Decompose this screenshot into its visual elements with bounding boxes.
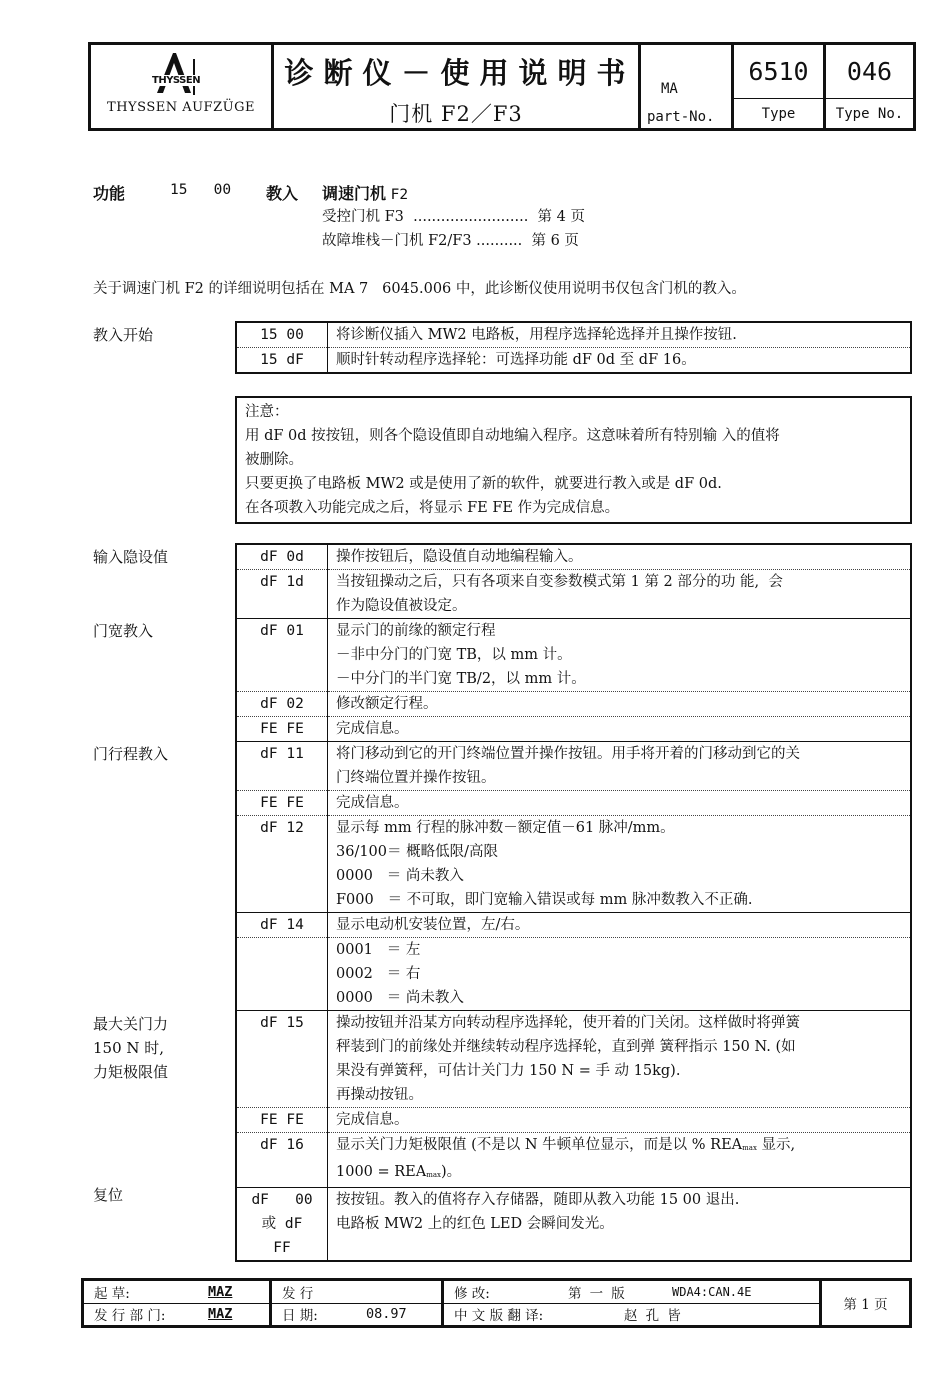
reset-desc [328, 1188, 912, 1262]
document-subtitle: 门机 F2／F3 [389, 102, 523, 126]
row-desc-line: 0002 ＝ 右 [336, 966, 421, 982]
row-desc [328, 717, 912, 742]
row-desc-line: 操作按钮后，隐设值自动地编程输入。 [336, 549, 583, 565]
max-force-label-3: 力矩极限值 [93, 1063, 169, 1081]
row-code: dF 1d [236, 570, 328, 619]
table-row [236, 717, 911, 742]
row-desc [328, 742, 912, 791]
row-code: FE FE [236, 1108, 328, 1133]
row-desc-line: 果没有弹簧秤，可估计关门力 150 N = 手 动 15kg). [336, 1063, 681, 1079]
table-row [236, 692, 911, 717]
row-desc-line: 操动按钮并沿某方向转动程序选择轮，使开着的门关闭。这样做时将弹簧 [336, 1015, 800, 1031]
row-desc-line: 再操动按钮。 [336, 1087, 423, 1103]
row-desc-line: －非中分门的门宽 TB，以 mm 计。 [336, 647, 572, 663]
title-cell [274, 45, 641, 128]
page-number: 第 1 页 [843, 1297, 888, 1313]
function-item-2: 受控门机 F3 ......................... 第 4 页 [322, 209, 586, 225]
function-label: 功能 [93, 184, 126, 203]
reset-label: 复位 [93, 1186, 124, 1204]
logo-cell [91, 45, 274, 128]
revision-code: WDA4:CAN.4E [672, 1284, 752, 1299]
translator-name: 赵 孔 皆 [624, 1308, 681, 1325]
max-force-label-1: 最大关门力 [93, 1015, 169, 1033]
door-width-label: 门宽教入 [93, 622, 154, 640]
dept-value: MAZ [208, 1306, 233, 1323]
row-desc-line: 显示电动机安装位置，左/右。 [336, 917, 530, 933]
function-item-1-code: F2 [390, 187, 409, 203]
row16-line2-end: )。 [441, 1164, 462, 1180]
note-line: 用 dF 0d 按按钮，则各个隐设值即自动地编入程序。这意味着所有特别输 入的值将 [245, 428, 780, 444]
note-line: 只要更换了电路板 MW2 或是使用了新的软件，就要进行教入或是 dF 0d. [245, 476, 722, 492]
document-title: 诊断仪－使用说明书 [284, 56, 636, 90]
row16-line1-end: 显示, [756, 1137, 796, 1153]
row-desc [328, 1108, 912, 1133]
row-code: dF 01 [236, 619, 328, 692]
table-row [236, 322, 911, 348]
row-code: 15 00 [236, 322, 328, 348]
row-desc [328, 791, 912, 816]
reset-code [236, 1188, 328, 1262]
row-desc-line: 0000 ＝ 尚未教入 [336, 868, 464, 884]
reset-code-line: FF [273, 1240, 291, 1256]
door-travel-label: 门行程教入 [93, 745, 169, 763]
row-code: FE FE [236, 791, 328, 816]
function-action: 教入 [266, 184, 299, 203]
table-row [236, 1011, 911, 1108]
max-force-label-2: 150 N 时, [93, 1039, 165, 1057]
row-code: dF 14 [236, 913, 328, 938]
type-label: Type [761, 105, 796, 122]
document-footer [81, 1278, 912, 1328]
draft-value: MAZ [208, 1283, 233, 1300]
teach-start-table [235, 321, 912, 374]
row16-sub1: max [742, 1144, 757, 1152]
reset-desc-line: 按按钮。教入的值将存入存储器，随即从教入功能 15 00 退出. [336, 1192, 740, 1208]
table-row [236, 570, 911, 619]
row-desc [328, 913, 912, 938]
type-no-label: Type No. [835, 105, 904, 122]
row-desc-line: 完成信息。 [336, 721, 409, 737]
issue-label: 发 行 [282, 1285, 314, 1302]
note-line: 被删除。 [245, 452, 303, 468]
row-desc-line: F000 ＝ 不可取，即门宽输入错误或每 mm 脉冲数教入不正确. [336, 892, 753, 908]
row-desc-line: 将诊断仪插入 MW2 电路板，用程序选择轮选择并且操作按钮. [336, 327, 737, 343]
thyssen-logo-icon [143, 49, 207, 99]
table-row [236, 816, 911, 913]
row-desc-line: 36/100＝ 概略低限/高限 [336, 844, 499, 860]
input-default-label: 输入隐设值 [93, 548, 169, 566]
row-code: 15 dF [236, 348, 328, 374]
row-code: dF 16 [236, 1133, 328, 1188]
row-desc [328, 322, 912, 348]
teach-function-table [235, 543, 912, 1262]
row16-line1: 显示关门力矩极限值 (不是以 N 牛顿单位显示，而是以 % REA [336, 1137, 743, 1153]
reset-code-line: 或 dF [261, 1216, 303, 1232]
company-name: THYSSEN AUFZÜGE [107, 100, 255, 115]
row-desc-line: －中分门的半门宽 TB/2，以 mm 计。 [336, 671, 586, 687]
row-desc-line: 门终端位置并操作按钮。 [336, 770, 496, 786]
date-label: 日 期: [282, 1308, 318, 1325]
type-cell [734, 45, 826, 128]
row-desc-line: 顺时针转动程序选择轮：可选择功能 dF 0d 至 dF 16。 [336, 352, 696, 368]
note-box [235, 396, 912, 524]
row-code: dF 12 [236, 816, 328, 913]
table-row [236, 544, 911, 570]
row-desc [328, 816, 912, 913]
row-desc-line: 作为隐设值被设定。 [336, 598, 467, 614]
table-row [236, 938, 911, 1011]
row-desc-line: 显示每 mm 行程的脉冲数－额定值－61 脉冲/mm。 [336, 820, 675, 836]
row-desc [328, 692, 912, 717]
draft-label: 起 草: [94, 1285, 130, 1302]
ma-label: MA [661, 81, 678, 97]
type-no-cell [826, 45, 913, 128]
function-item-1 [322, 181, 408, 204]
part-no-label: part-No. [647, 109, 715, 125]
revision-value: 第 一 版 [568, 1285, 625, 1302]
reset-desc-line: 电路板 MW2 上的红色 LED 会瞬间发光。 [336, 1216, 614, 1232]
row16-sub2: max [426, 1171, 442, 1179]
document-header [88, 42, 916, 131]
table-row [236, 348, 911, 374]
row-desc [328, 348, 912, 374]
translation-label: 中 文 版 翻 译: [454, 1308, 544, 1325]
row-desc [328, 1011, 912, 1108]
table-row [236, 1108, 911, 1133]
table-row [236, 619, 911, 692]
row-desc-line: 完成信息。 [336, 1112, 409, 1128]
reset-code-line: dF 00 [251, 1192, 313, 1208]
row-desc [328, 619, 912, 692]
row-code [236, 938, 328, 1011]
row-desc [328, 570, 912, 619]
row-code: FE FE [236, 717, 328, 742]
row-desc-line: 当按钮操动之后，只有各项来自变参数模式第 1 第 2 部分的功 能, 会 [336, 574, 783, 590]
note-line: 注意： [245, 404, 289, 420]
row16-line2: 1000 = REA [336, 1164, 427, 1180]
revision-label: 修 改: [454, 1285, 490, 1302]
row-desc-line: 将门移动到它的开门终端位置并操作按钮。用手将开着的门移动到它的关 [336, 746, 800, 762]
table-row [236, 913, 911, 938]
row-desc-line: 完成信息。 [336, 795, 409, 811]
row-desc-line: 0001 ＝ 左 [336, 942, 421, 958]
row-code: dF 11 [236, 742, 328, 791]
date-value: 08.97 [366, 1306, 407, 1323]
row-desc-line: 0000 ＝ 尚未教入 [336, 990, 464, 1006]
type-no-value: 046 [846, 57, 893, 86]
table-row [236, 791, 911, 816]
function-item-3: 故障堆栈－门机 F2/F3 .......... 第 6 页 [322, 233, 579, 249]
table-row [236, 742, 911, 791]
row-desc-line: 秤装到门的前缘处并继续转动程序选择轮，直到弹 簧秤指示 150 N. (如 [336, 1039, 796, 1055]
ma-cell [641, 45, 734, 128]
row-desc [328, 1133, 912, 1188]
note-line: 在各项教入功能完成之后，将显示 FE FE 作为完成信息。 [245, 500, 620, 516]
table-row [236, 1188, 911, 1262]
logo-word: THYSSEN [152, 75, 201, 86]
teach-start-label: 教入开始 [93, 326, 154, 344]
note-lines [245, 400, 902, 520]
row-code: dF 0d [236, 544, 328, 570]
row-desc [328, 544, 912, 570]
row-code: dF 15 [236, 1011, 328, 1108]
row-desc [328, 938, 912, 1011]
function-code: 15 00 [170, 182, 232, 198]
dept-label: 发 行 部 门: [94, 1308, 166, 1325]
row-desc-line: 显示门的前缘的额定行程 [336, 623, 496, 639]
row-code: dF 02 [236, 692, 328, 717]
function-item-1-name: 调速门机 [322, 184, 387, 203]
type-value: 6510 [748, 57, 809, 86]
intro-text: 关于调速门机 F2 的详细说明包括在 MA 7 6045.006 中，此诊断仪使用说明书仅包含门机的教入。 [93, 281, 746, 297]
table-row [236, 1133, 911, 1188]
row-desc-line: 修改额定行程。 [336, 696, 438, 712]
